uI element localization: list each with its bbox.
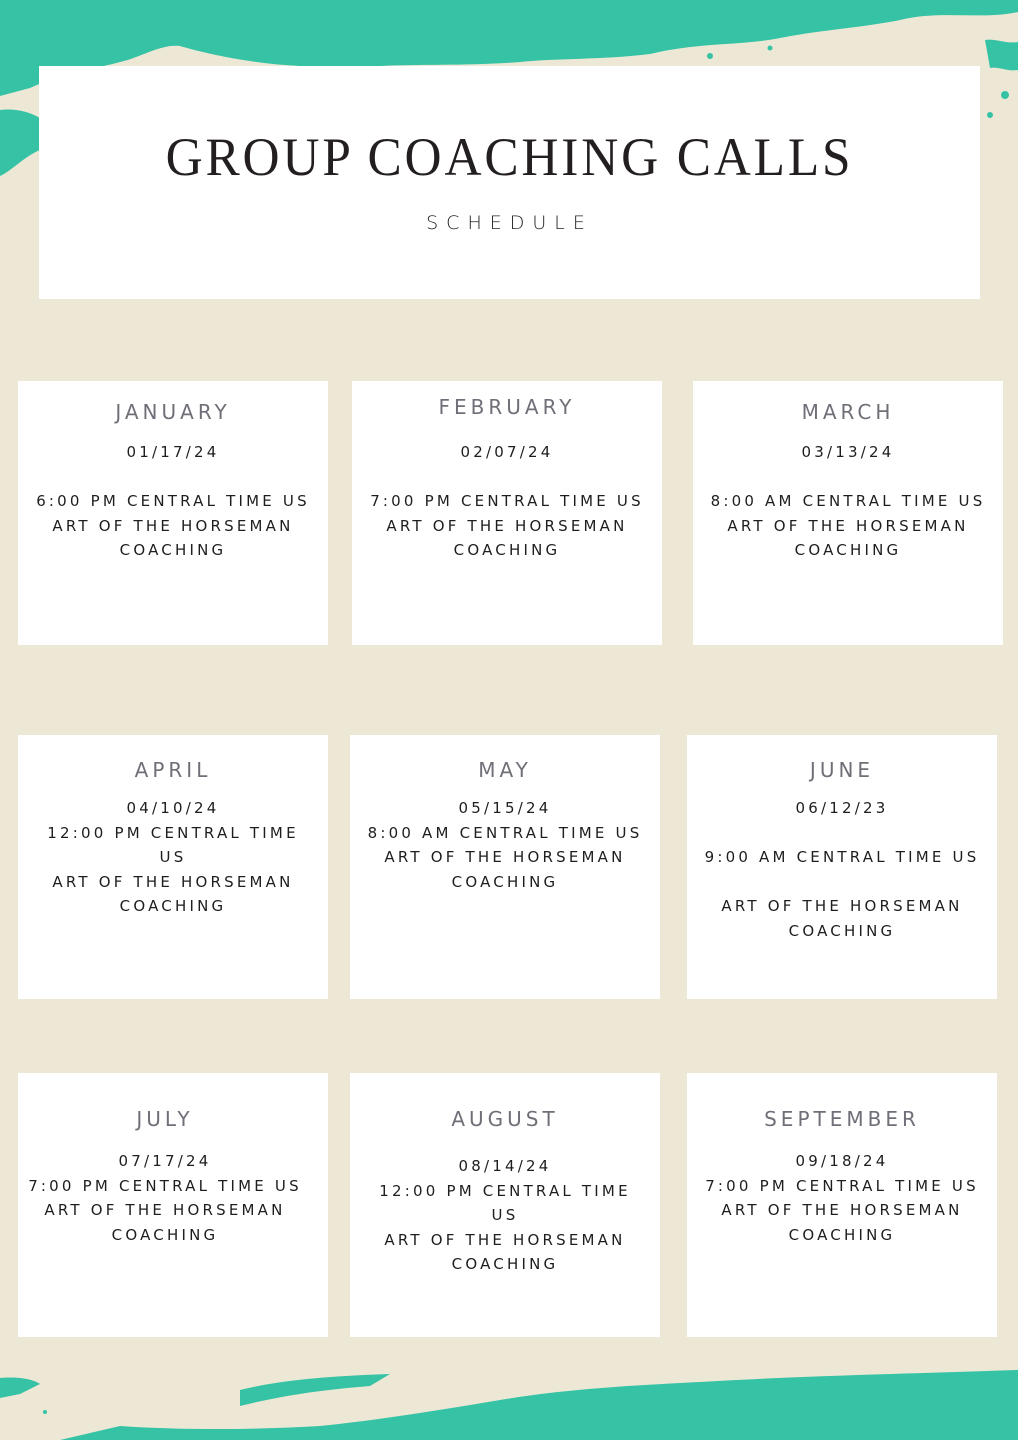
card-time: US xyxy=(159,848,187,866)
schedule-card-may xyxy=(350,735,660,999)
card-time: 7:00 PM CENTRAL TIME US xyxy=(705,1176,979,1195)
card-date: 09/18/24 xyxy=(795,1152,889,1170)
card-date: 01/17/24 xyxy=(126,443,220,461)
card-program: COACHING xyxy=(451,1255,559,1273)
schedule-card-january xyxy=(18,381,328,645)
card-program: ART OF THE HORSEMAN xyxy=(44,1201,286,1219)
card-month: MAY xyxy=(478,758,532,782)
card-time: 12:00 PM CENTRAL TIME xyxy=(379,1181,631,1200)
card-program: ART OF THE HORSEMAN xyxy=(386,516,628,535)
card-date: 03/13/24 xyxy=(801,443,895,461)
page-title: GROUP COACHING CALLS xyxy=(165,127,854,187)
schedule-card-february xyxy=(352,381,662,645)
card-program: ART OF THE HORSEMAN xyxy=(721,1201,963,1219)
card-month: JANUARY xyxy=(115,400,231,424)
card-time: 7:00 PM CENTRAL TIME US xyxy=(28,1176,302,1195)
card-date: 06/12/23 xyxy=(795,799,889,817)
card-program: ART OF THE HORSEMAN xyxy=(727,516,969,535)
card-program: COACHING xyxy=(119,897,227,915)
card-program: COACHING xyxy=(111,1225,219,1244)
card-program: ART OF THE HORSEMAN xyxy=(52,872,294,891)
schedule-card-june xyxy=(687,735,997,999)
card-month: APRIL xyxy=(134,758,212,782)
card-program: COACHING xyxy=(119,541,227,559)
card-month: MARCH xyxy=(801,400,895,424)
card-program: COACHING xyxy=(788,921,896,940)
card-time: 7:00 PM CENTRAL TIME US xyxy=(370,492,644,510)
card-month: FEBRUARY xyxy=(438,395,576,419)
card-date: 07/17/24 xyxy=(118,1152,212,1170)
card-program: COACHING xyxy=(453,541,561,559)
page-subtitle: SCHEDULE xyxy=(426,212,593,234)
card-time: 8:00 AM CENTRAL TIME US xyxy=(367,823,643,842)
card-time: 8:00 AM CENTRAL TIME US xyxy=(710,492,986,510)
card-date: 05/15/24 xyxy=(458,799,552,817)
card-program: ART OF THE HORSEMAN xyxy=(721,897,963,915)
card-time: 6:00 PM CENTRAL TIME US xyxy=(36,492,310,510)
card-program: ART OF THE HORSEMAN xyxy=(384,848,626,866)
card-program: ART OF THE HORSEMAN xyxy=(384,1230,626,1249)
schedule-card-august xyxy=(350,1073,660,1337)
card-date: 04/10/24 xyxy=(126,799,220,817)
card-program: COACHING xyxy=(451,872,559,891)
card-program: COACHING xyxy=(788,1225,896,1244)
header-box xyxy=(39,66,980,299)
card-month: JULY xyxy=(136,1107,194,1131)
schedule-card-july xyxy=(18,1073,328,1337)
schedule-card-september xyxy=(687,1073,997,1337)
paint-stroke-bottom-decoration xyxy=(0,1360,1018,1440)
card-program: ART OF THE HORSEMAN xyxy=(52,516,294,535)
card-date: 02/07/24 xyxy=(460,443,554,461)
card-time: 12:00 PM CENTRAL TIME xyxy=(47,823,299,842)
card-month: SEPTEMBER xyxy=(764,1107,920,1131)
card-month: JUNE xyxy=(809,758,875,782)
card-time: US xyxy=(491,1206,519,1224)
card-program: COACHING xyxy=(794,541,902,559)
card-time: 9:00 AM CENTRAL TIME US xyxy=(704,848,980,866)
schedule-card-april xyxy=(18,735,328,999)
card-date: 08/14/24 xyxy=(458,1157,552,1175)
schedule-card-march xyxy=(693,381,1003,645)
card-month: AUGUST xyxy=(451,1107,559,1131)
